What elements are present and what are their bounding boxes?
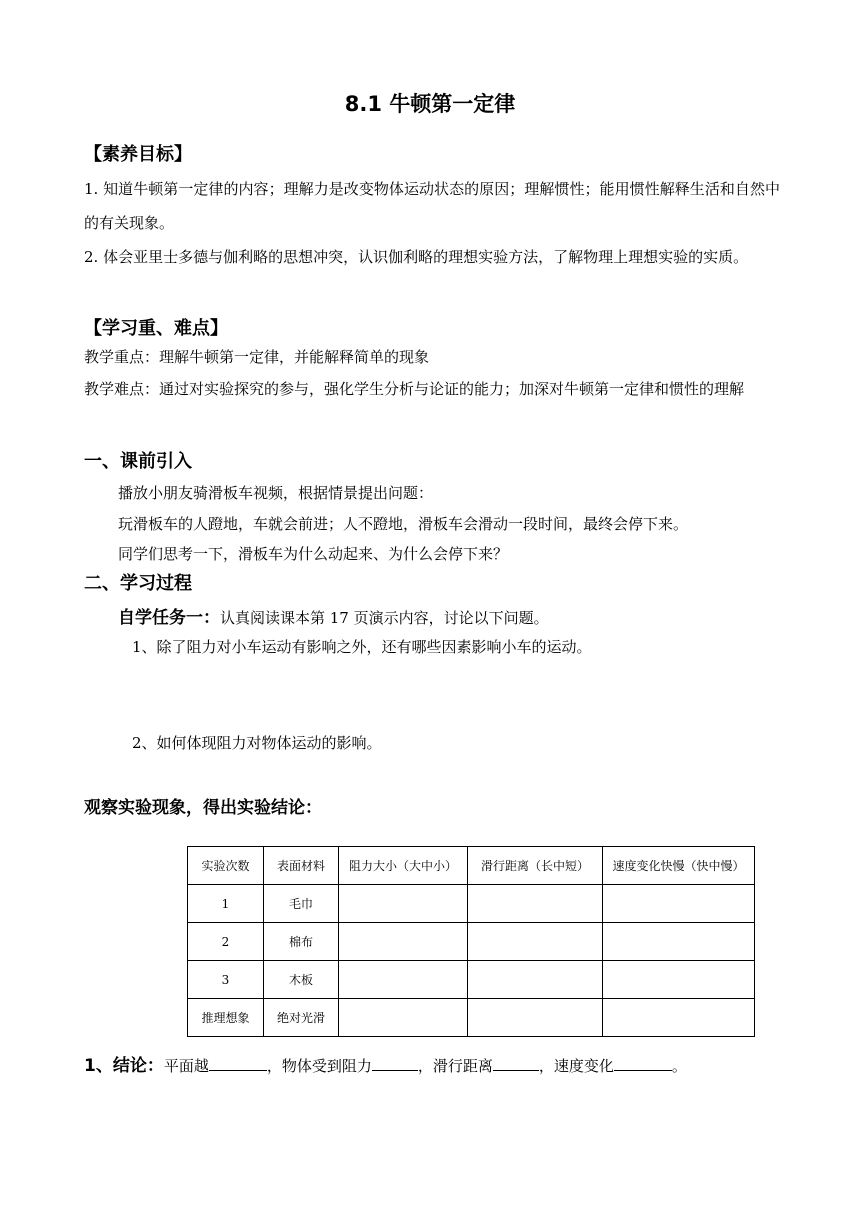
task-text: 认真阅读课本第 17 页演示内容，讨论以下问题。 bbox=[220, 609, 549, 627]
table-row bbox=[188, 923, 755, 961]
conclusion-line: 1、结论：平面越 ，物体受到阻力 ，滑行距离 ，速度变化 。 bbox=[84, 1056, 687, 1076]
objective-item-1: 1. 知道牛顿第一定律的内容；理解力是改变物体运动状态的原因；理解惯性；能用惯性解释生活和自然中的有关现象。 bbox=[84, 180, 780, 232]
page-title: 8.1 牛顿第一定律 bbox=[344, 92, 516, 116]
table-cell[interactable] bbox=[339, 885, 468, 923]
table-cell[interactable] bbox=[468, 923, 603, 961]
self-study-task bbox=[118, 603, 549, 628]
table-cell[interactable] bbox=[339, 999, 468, 1037]
observe-heading: 观察实验现象，得出实验结论： bbox=[84, 798, 322, 818]
table-cell[interactable] bbox=[339, 961, 468, 999]
blank-fill-2[interactable] bbox=[372, 1056, 418, 1071]
conclusion-label: 1、结论： bbox=[84, 1056, 164, 1076]
table-cell[interactable] bbox=[603, 999, 755, 1037]
table-cell: 1 bbox=[188, 885, 264, 923]
intro-line-1: 播放小朋友骑滑板车视频，根据情景提出问题： bbox=[118, 484, 434, 502]
intro-heading: 一、课前引入 bbox=[84, 451, 192, 472]
table-cell[interactable] bbox=[603, 961, 755, 999]
teaching-difficulty: 教学难点：通过对实验探究的参与，强化学生分析与论证的能力；加深对牛顿第一定律和惯性的理解 bbox=[84, 380, 745, 398]
table-cell[interactable] bbox=[468, 885, 603, 923]
table-cell[interactable] bbox=[603, 923, 755, 961]
table-header-cell: 实验次数 bbox=[188, 847, 264, 885]
blank-fill-1[interactable] bbox=[209, 1056, 267, 1071]
table-cell: 3 bbox=[188, 961, 264, 999]
table-cell: 绝对光滑 bbox=[264, 999, 339, 1037]
table-cell[interactable] bbox=[603, 885, 755, 923]
objective-item-2: 2. 体会亚里士多德与伽利略的思想冲突，认识伽利略的理想实验方法，了解物理上理想实验的实质。 bbox=[84, 248, 749, 266]
task-label: 自学任务一： bbox=[118, 608, 220, 628]
blank-fill-4[interactable] bbox=[614, 1056, 672, 1071]
table-header-cell: 阻力大小（大中小） bbox=[339, 847, 468, 885]
table-header-cell: 滑行距离（长中短） bbox=[468, 847, 603, 885]
teaching-focus: 教学重点：理解牛顿第一定律，并能解释简单的现象 bbox=[84, 348, 430, 366]
table-cell[interactable] bbox=[468, 961, 603, 999]
experiment-table bbox=[187, 846, 755, 1037]
blank-fill-3[interactable] bbox=[493, 1056, 539, 1071]
table-cell: 推理想象 bbox=[188, 999, 264, 1037]
table-cell: 2 bbox=[188, 923, 264, 961]
table-header-cell: 表面材料 bbox=[264, 847, 339, 885]
key-points-heading: 【学习重、难点】 bbox=[84, 318, 228, 339]
table-header-row bbox=[188, 847, 755, 885]
table-row bbox=[188, 961, 755, 999]
table-cell[interactable] bbox=[339, 923, 468, 961]
objectives-heading: 【素养目标】 bbox=[84, 144, 192, 165]
table-cell: 毛巾 bbox=[264, 885, 339, 923]
intro-line-3: 同学们思考一下，滑板车为什么动起来、为什么会停下来？ bbox=[118, 545, 509, 563]
question-2: 2、如何体现阻力对物体运动的影响。 bbox=[132, 734, 382, 752]
process-heading: 二、学习过程 bbox=[84, 573, 192, 594]
table-header-cell: 速度变化快慢（快中慢） bbox=[603, 847, 755, 885]
question-1: 1、除了阻力对小车运动有影响之外，还有哪些因素影响小车的运动。 bbox=[132, 638, 592, 656]
table-cell: 木板 bbox=[264, 961, 339, 999]
intro-line-2: 玩滑板车的人蹬地，车就会前进；人不蹬地，滑板车会滑动一段时间，最终会停下来。 bbox=[118, 515, 689, 533]
table-cell[interactable] bbox=[468, 999, 603, 1037]
table-row bbox=[188, 885, 755, 923]
table-row bbox=[188, 999, 755, 1037]
table-cell: 棉布 bbox=[264, 923, 339, 961]
